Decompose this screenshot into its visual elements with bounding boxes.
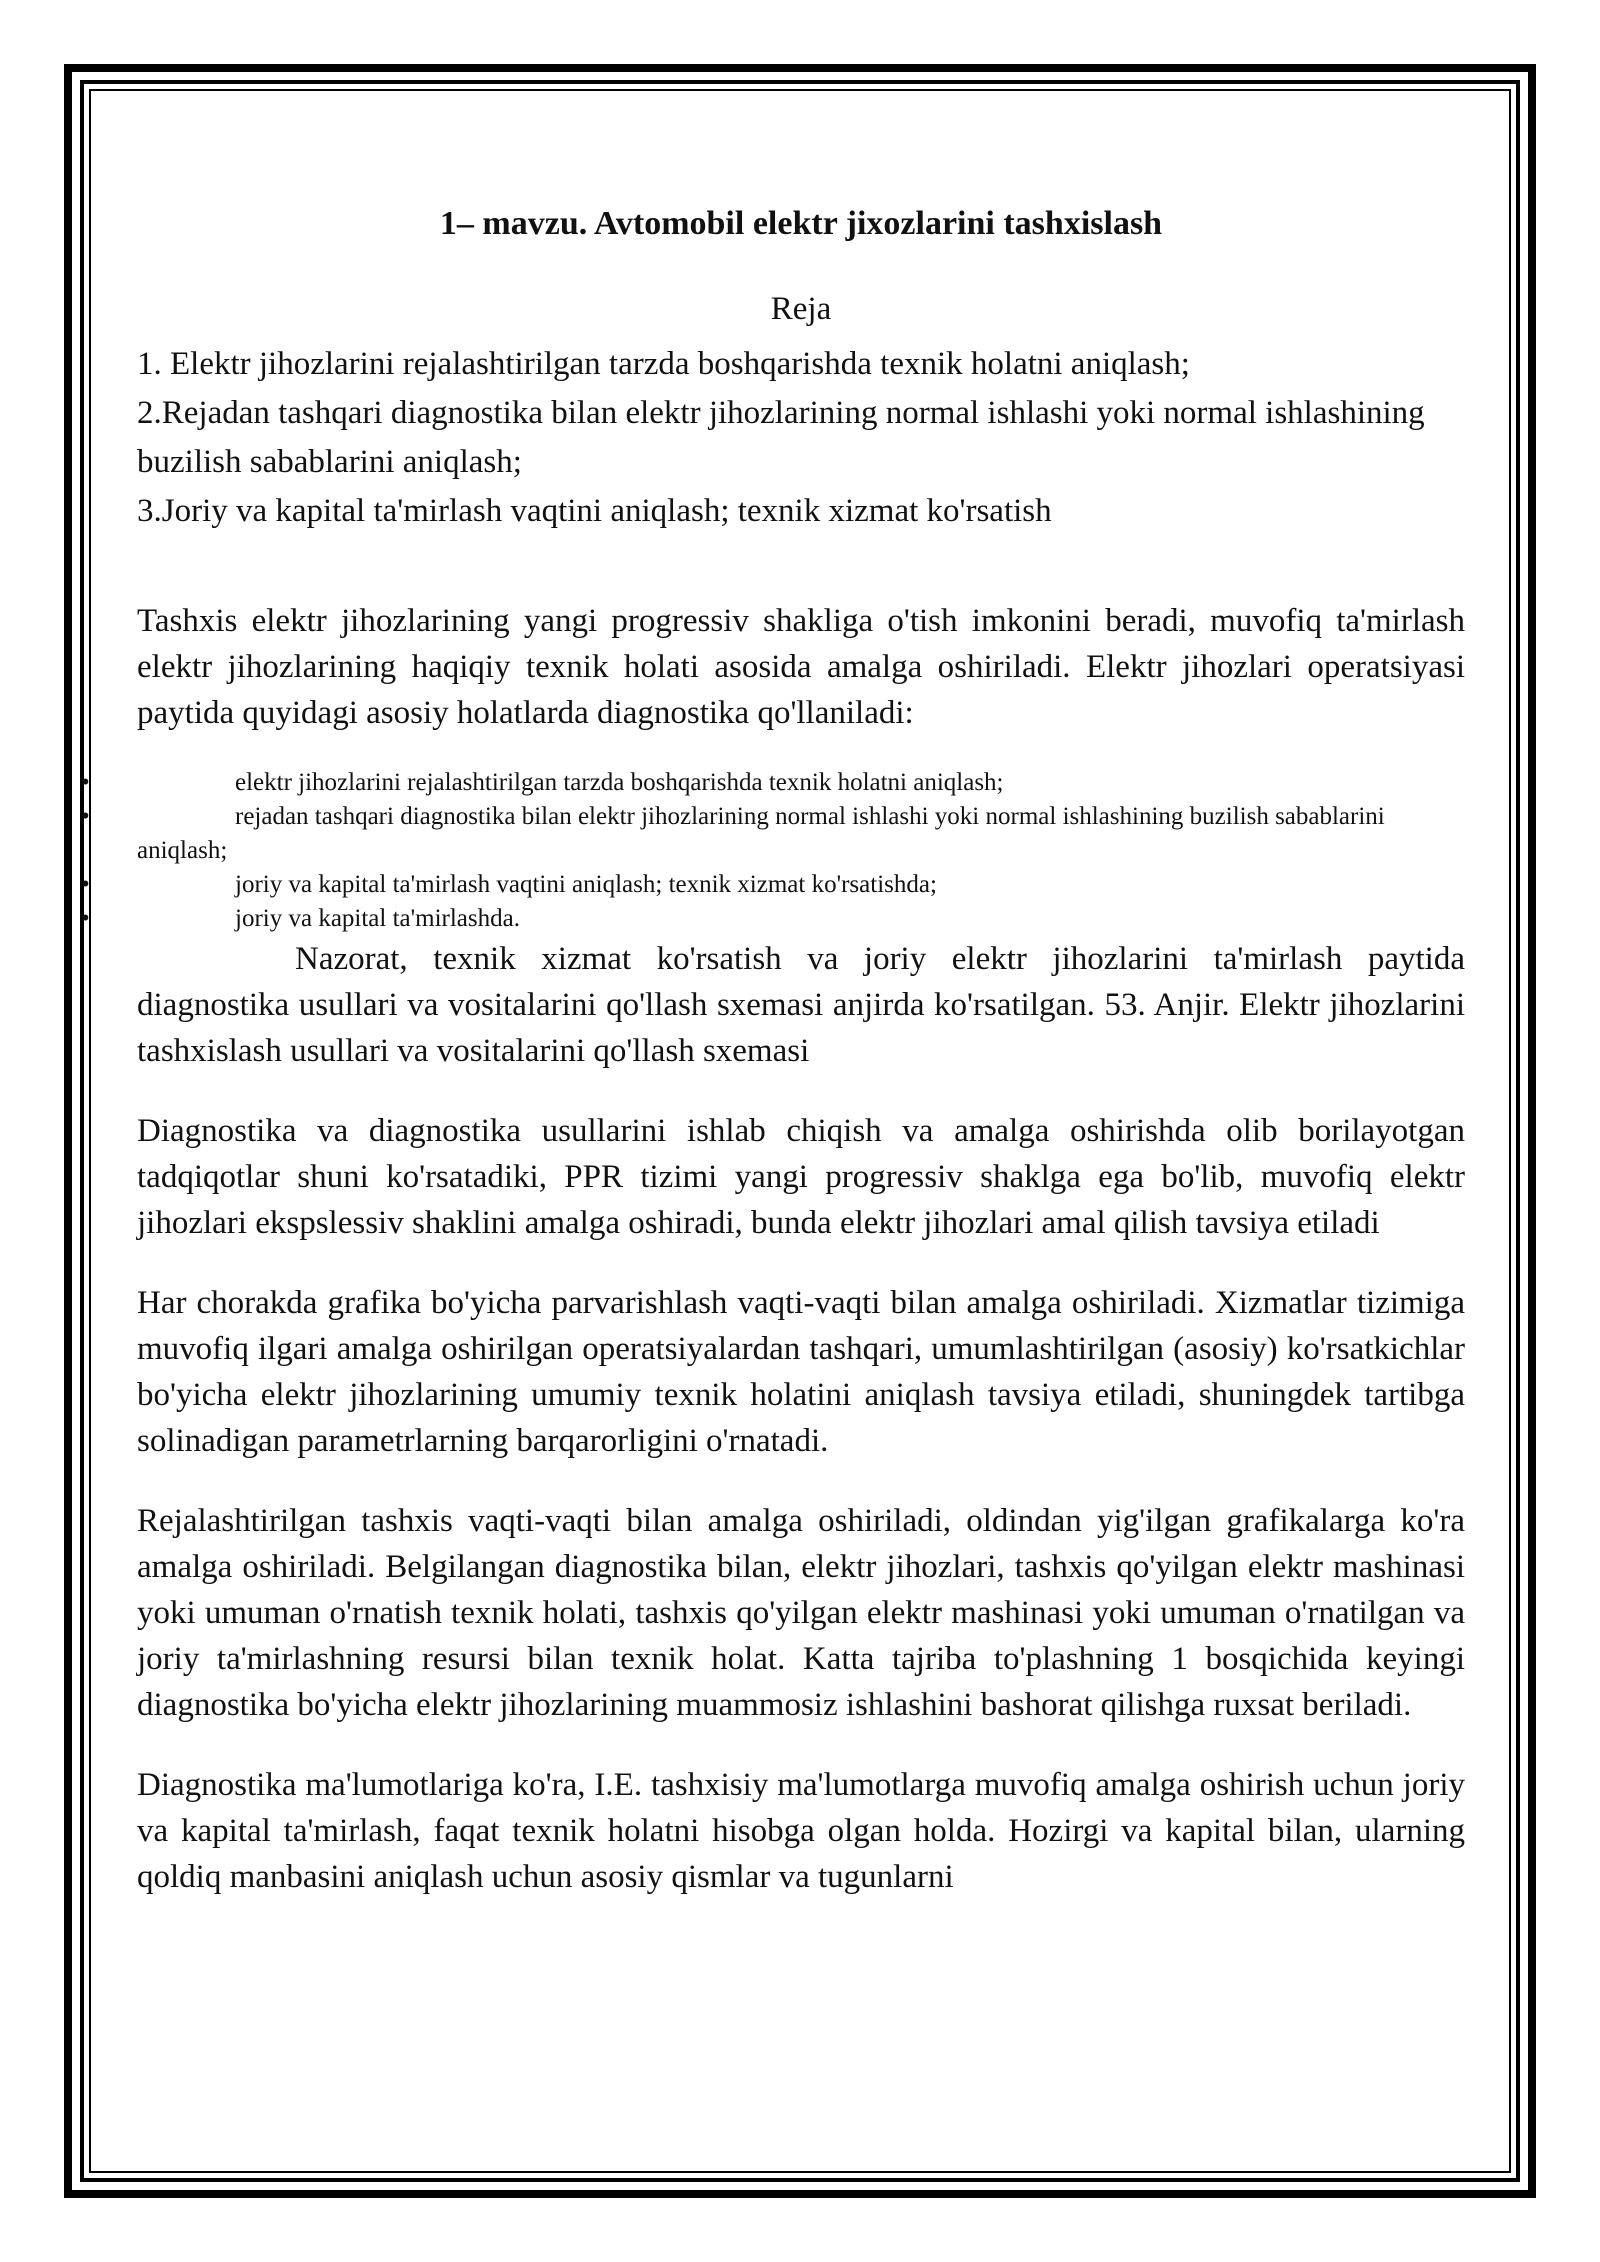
plan-list	[137, 340, 1465, 536]
body-paragraph: Diagnostika va diagnostika usullarini ishlab chiqish va amalga oshirishda olib borilayotgan tadqiqotlar shuni ko'rsatadiki, PPR tizimi yangi progressiv shaklga ega bo'lib, muvofiq elektr jihozlari ekspslessiv shaklini amalga oshiradi, bunda elektr jihozlari amal qilish tavsiya etiladi	[137, 1113, 1465, 1241]
bullet-list	[81, 766, 1465, 936]
plan-item: 1. Elektr jihozlarini rejalashtirilgan tarzda boshqarishda texnik holatni aniqlash;	[137, 346, 1190, 382]
document-body	[81, 205, 1465, 1934]
bullet-icon: •	[81, 905, 90, 932]
bullet-item	[81, 902, 1465, 936]
bullet-text: joriy va kapital ta'mirlash vaqtini aniqlash; texnik xizmat ko'rsatishda;	[235, 871, 937, 898]
bullet-icon: •	[81, 803, 90, 830]
body-paragraph: Rejalashtirilgan tashxis vaqti-vaqti bilan amalga oshiriladi, oldindan yig'ilgan grafikalarga ko'ra amalga oshiriladi. Belgilangan diagnostika bilan, elektr jihozlari, tashxis qo'yilgan elektr mashinasi yoki umuman o'rnatish texnik holati, tashxis qo'yilgan elektr mashinasi yoki umuman o'rnatilgan va joriy ta'mirlashning resursi bilan texnik holat. Katta tajriba to'plashning 1 bosqichida keyingi diagnostika bo'yicha elektr jihozlarining muammosiz ishlashini bashorat qilishga ruxsat beriladi.	[137, 1503, 1465, 1723]
bullet-item	[81, 868, 1465, 902]
plan-item: 3.Joriy va kapital ta'mirlash vaqtini aniqlash; texnik xizmat ko'rsatish	[137, 493, 1052, 529]
bullet-icon: •	[81, 769, 90, 796]
bullet-text: elektr jihozlarini rejalashtirilgan tarzda boshqarishda texnik holatni aniqlash;	[235, 769, 1004, 796]
intro-paragraph: Tashxis elektr jihozlarining yangi progressiv shakliga o'tish imkonini beradi, muvofiq ta'mirlash elektr jihozlarining haqiqiy texnik holati asosida amalga oshiriladi. Elektr jihozlari operatsiyasi paytida quyidagi asosiy holatlarda diagnostika qo'llaniladi:	[137, 603, 1465, 731]
plan-item: 2.Rejadan tashqari diagnostika bilan elektr jihozlarining normal ishlashi yoki normal ishlashining buzilish sabablarini aniqlash;	[137, 395, 1425, 480]
body-paragraph: Nazorat, texnik xizmat ko'rsatish va joriy elektr jihozlarini ta'mirlash paytida diagnostika usullari va vositalarini qo'llash sxemasi anjirda ko'rsatilgan. 53. Anjir. Elektr jihozlarini tashxislash usullari va vositalarini qo'llash sxemasi	[137, 941, 1465, 1069]
bullet-text: rejadan tashqari diagnostika bilan elektr jihozlarining normal ishlashi yoki normal ishlashining buzilish sabablarini aniqlash;	[137, 803, 1385, 864]
body-paragraph: Har chorakda grafika bo'yicha parvarishlash vaqti-vaqti bilan amalga oshiriladi. Xizmatlar tizimiga muvofiq ilgari amalga oshirilgan operatsiyalardan tashqari, umumlashtirilgan (asosiy) ko'rsatkichlar bo'yicha elektr jihozlarining umumiy texnik holatini aniqlash tavsiya etiladi, shuningdek tartibga solinadigan parametrlarning barqarorligini o'rnatadi.	[137, 1285, 1465, 1459]
bullet-icon: •	[81, 871, 90, 898]
plan-heading: Reja	[770, 291, 832, 327]
page-title: 1– mavzu. Avtomobil elektr jixozlarini tashxislash	[439, 205, 1163, 242]
body-paragraph: Diagnostika ma'lumotlariga ko'ra, I.E. tashxisiy ma'lumotlarga muvofiq amalga oshirish uchun joriy va kapital ta'mirlash, faqat texnik holatni hisobga olgan holda. Hozirgi va kapital bilan, ularning qoldiq manbasini aniqlash uchun asosiy qismlar va tugunlarni	[137, 1767, 1465, 1895]
bullet-text: joriy va kapital ta'mirlashda.	[235, 905, 520, 932]
bullet-item	[81, 766, 1465, 800]
bullet-item	[81, 800, 1465, 868]
